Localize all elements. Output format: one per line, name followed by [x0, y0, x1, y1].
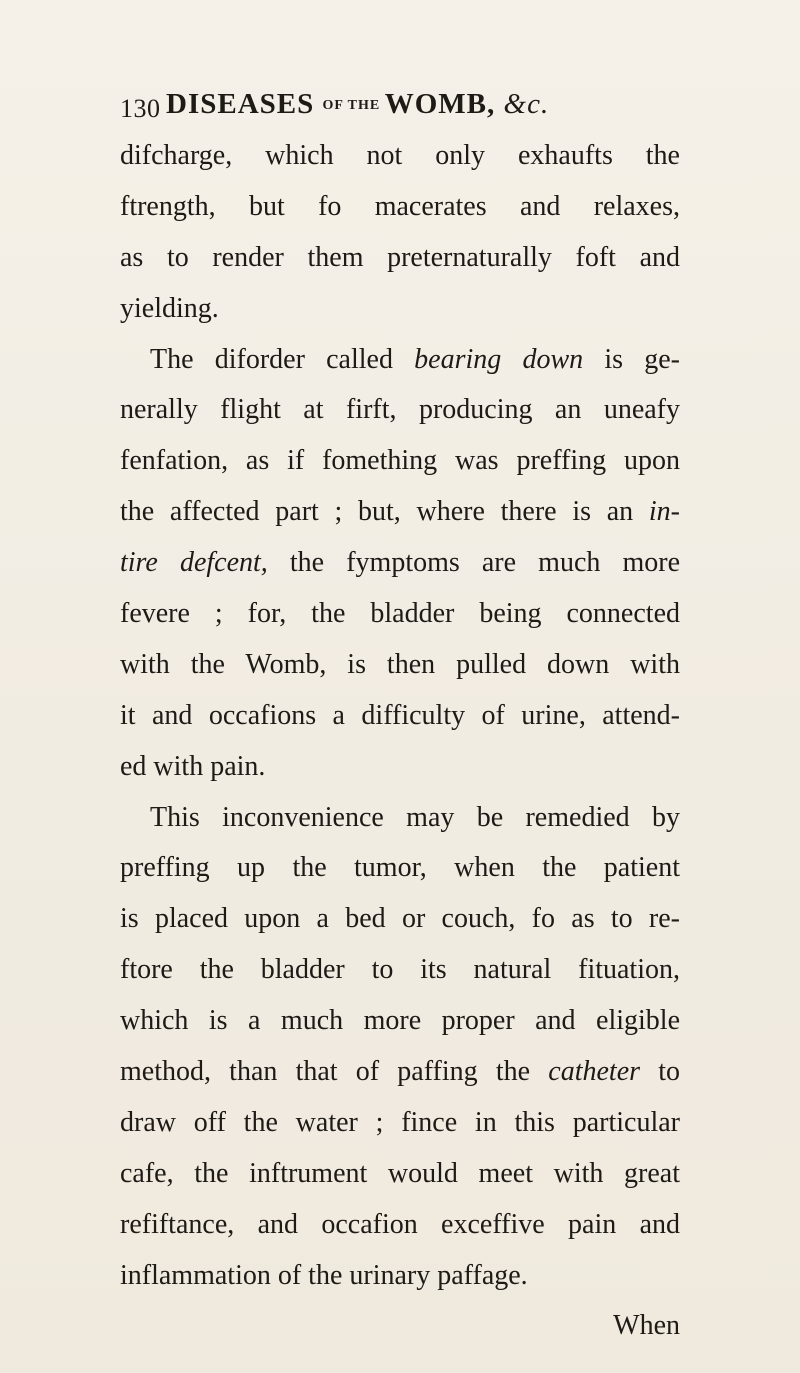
text-span: the fymptoms are much more — [267, 547, 681, 579]
italic-term-descent: tire defcent, — [120, 547, 268, 579]
text-line: ed with pain. — [120, 750, 266, 782]
text-line: as to render them preternaturally foft and — [120, 241, 680, 273]
text-span: is ge- — [583, 343, 680, 375]
text-span: The diforder called — [150, 343, 415, 375]
text-line: is placed upon a bed or couch, fo as to re- — [120, 903, 680, 935]
text-line — [120, 538, 680, 589]
text-line: refiftance, and occafion exceffive pain and — [120, 1208, 680, 1240]
text-line: draw off the water ; fince in this particular — [120, 1106, 680, 1138]
text-line: fenfation, as if fomething was preffing upon — [120, 445, 680, 477]
italic-term-bearing-down: bearing down — [414, 343, 584, 375]
paragraph-first-line: This inconvenience may be remedied by — [150, 801, 680, 833]
text-line: ftrength, but fo macerates and relaxes, — [120, 190, 680, 222]
running-head — [166, 88, 549, 121]
body-text — [120, 131, 680, 1352]
text-line: difcharge, which not only exhaufts the — [120, 140, 680, 171]
text-line: it and occafions a difficulty of urine, attend- — [120, 699, 680, 731]
text-line: which is a much more proper and eligible — [120, 1005, 680, 1037]
text-span: the affected part ; but, where there is an — [120, 496, 649, 528]
paragraph-first-line — [120, 335, 680, 386]
running-head-etc: &c. — [503, 88, 550, 120]
text-line — [120, 487, 680, 538]
running-head-diseases: DISEASES — [166, 88, 323, 120]
italic-term-catheter: catheter — [548, 1056, 641, 1088]
text-line: yielding. — [120, 292, 219, 324]
italic-term-intire: in- — [648, 496, 680, 528]
text-line: preffing up the tumor, when the patient — [120, 852, 680, 884]
running-head-of-the: OF THE — [322, 98, 385, 113]
text-line: nerally flight at firft, producing an uneafy — [120, 394, 680, 426]
text-span: to — [640, 1056, 681, 1088]
page-number: 130 — [120, 94, 161, 123]
running-head-womb: WOMB, — [384, 88, 504, 120]
text-line: inflammation of the urinary paffage. — [120, 1259, 528, 1291]
text-line: with the Womb, is then pulled down with — [120, 648, 680, 680]
text-span: method, than that of paffing the — [120, 1056, 549, 1088]
text-line: fevere ; for, the bladder being connected — [120, 598, 680, 630]
catchword: When — [613, 1310, 680, 1342]
text-line — [120, 1047, 680, 1098]
page-header — [120, 88, 680, 128]
text-line: ftore the bladder to its natural fituation, — [120, 954, 680, 986]
text-line: cafe, the inftrument would meet with great — [120, 1157, 680, 1189]
